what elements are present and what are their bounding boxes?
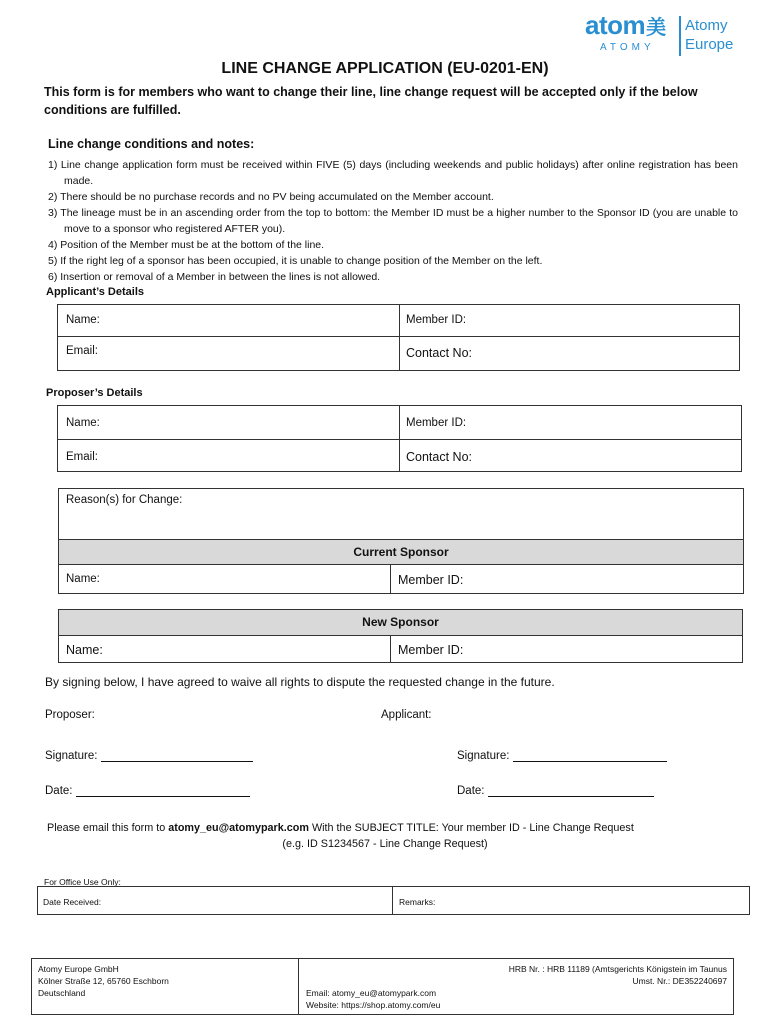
proposer-table	[57, 405, 742, 472]
proposer-date-line[interactable]	[76, 784, 250, 797]
proposer-signature	[45, 749, 253, 762]
proposer-date	[45, 784, 250, 797]
date-label: Date:	[45, 785, 73, 797]
condition-item: 4) Position of the Member must be at the bottom of the line.	[48, 239, 325, 251]
footer-email[interactable]: Email: atomy_eu@atomypark.com	[306, 988, 437, 998]
email-instructions: Please email this form to atomy_eu@atomypark.com With the SUBJECT TITLE: Your member ID - Line Change Request	[47, 822, 634, 834]
signature-label: Signature:	[457, 750, 510, 762]
footer-address: Atomy Europe GmbH Kölner Straße 12, 65760 Eschborn Deutschland	[38, 964, 169, 998]
agreement-text: By signing below, I have agreed to waive all rights to dispute the requested change in the future.	[45, 675, 555, 689]
applicant-date	[457, 784, 654, 797]
remarks-field[interactable]: Remarks:	[399, 897, 436, 907]
condition-item: 6) Insertion or removal of a Member in between the lines is not allowed.	[48, 271, 381, 283]
applicant-date-line[interactable]	[488, 784, 654, 797]
footer-contact	[306, 987, 440, 1011]
proposer-member-id-field[interactable]: Member ID:	[406, 417, 467, 429]
date-received-field[interactable]: Date Received:	[43, 897, 102, 907]
footer-website[interactable]: Website: https://shop.atomy.com/eu	[306, 1000, 441, 1010]
footer-registration: HRB Nr. : HRB 11189 (Amtsgerichts Königstein im Taunus Umst. Nr.: DE352240697	[508, 964, 727, 986]
condition-item: 2) There should be no purchase records and no PV being accumulated on the Member account.	[48, 191, 494, 203]
proposer-name-field[interactable]: Name:	[66, 417, 100, 429]
applicant-table	[57, 304, 740, 371]
page-title: LINE CHANGE APPLICATION (EU-0201-EN)	[221, 60, 549, 77]
applicant-contact-field[interactable]: Contact No:	[406, 346, 473, 360]
intro-text: This form is for members who want to change their line, line change request will be accepted only if the below conditions are fulfilled.	[44, 85, 698, 117]
condition-item: 1) Line change application form must be received within FIVE (5) days (including weekends and public holidays) after online registration has been made.	[48, 159, 738, 187]
reasons-field[interactable]: Reason(s) for Change:	[66, 494, 183, 506]
applicant-signature	[457, 749, 667, 762]
new-sponsor-header	[59, 610, 742, 636]
new-sponsor-heading: New Sponsor	[362, 615, 439, 629]
conditions-heading: Line change conditions and notes:	[48, 137, 255, 151]
proposer-email-field[interactable]: Email:	[66, 451, 98, 463]
current-sponsor-heading: Current Sponsor	[353, 545, 449, 559]
signature-label: Signature:	[45, 750, 98, 762]
conditions-list	[48, 157, 738, 285]
new-sponsor-table	[58, 609, 743, 663]
proposer-signature-line[interactable]	[101, 749, 253, 762]
proposer-heading: Proposer’s Details	[46, 387, 143, 399]
atomy-logo: atom美	[585, 10, 666, 40]
logo-region: Atomy Europe	[685, 17, 734, 53]
logo-divider	[679, 16, 681, 56]
applicant-email-field[interactable]: Email:	[66, 345, 98, 357]
applicant-signature-line[interactable]	[513, 749, 667, 762]
applicant-member-id-field[interactable]: Member ID:	[406, 314, 467, 326]
proposer-contact-field[interactable]: Contact No:	[406, 450, 473, 464]
new-sponsor-name-field[interactable]: Name:	[66, 643, 103, 657]
date-label: Date:	[457, 785, 485, 797]
email-example: (e.g. ID S1234567 - Line Change Request)	[282, 838, 488, 850]
current-sponsor-header	[59, 539, 743, 565]
condition-item: 3) The lineage must be in an ascending order from the top to bottom: the Member ID must be a higher number to the Sponsor ID (you are unable to move to a sponsor who registered AFTER you).	[48, 207, 738, 235]
applicant-heading: Applicant’s Details	[46, 286, 145, 298]
reasons-and-current-sponsor-table	[58, 488, 744, 594]
new-sponsor-member-id-field[interactable]: Member ID:	[398, 643, 464, 657]
email-link[interactable]: atomy_eu@atomypark.com	[168, 822, 309, 834]
applicant-label: Applicant:	[381, 709, 432, 721]
proposer-label: Proposer:	[45, 709, 95, 721]
office-heading: For Office Use Only:	[44, 877, 121, 887]
logo-subtitle: ATOMY	[600, 42, 655, 53]
applicant-name-field[interactable]: Name:	[66, 314, 100, 326]
condition-item: 5) If the right leg of a sponsor has been occupied, it is unable to change position of the Member on the left.	[48, 255, 543, 267]
current-sponsor-name-field[interactable]: Name:	[66, 573, 100, 585]
current-sponsor-member-id-field[interactable]: Member ID:	[398, 573, 464, 587]
office-table	[37, 886, 750, 915]
footer-box	[31, 958, 734, 1015]
